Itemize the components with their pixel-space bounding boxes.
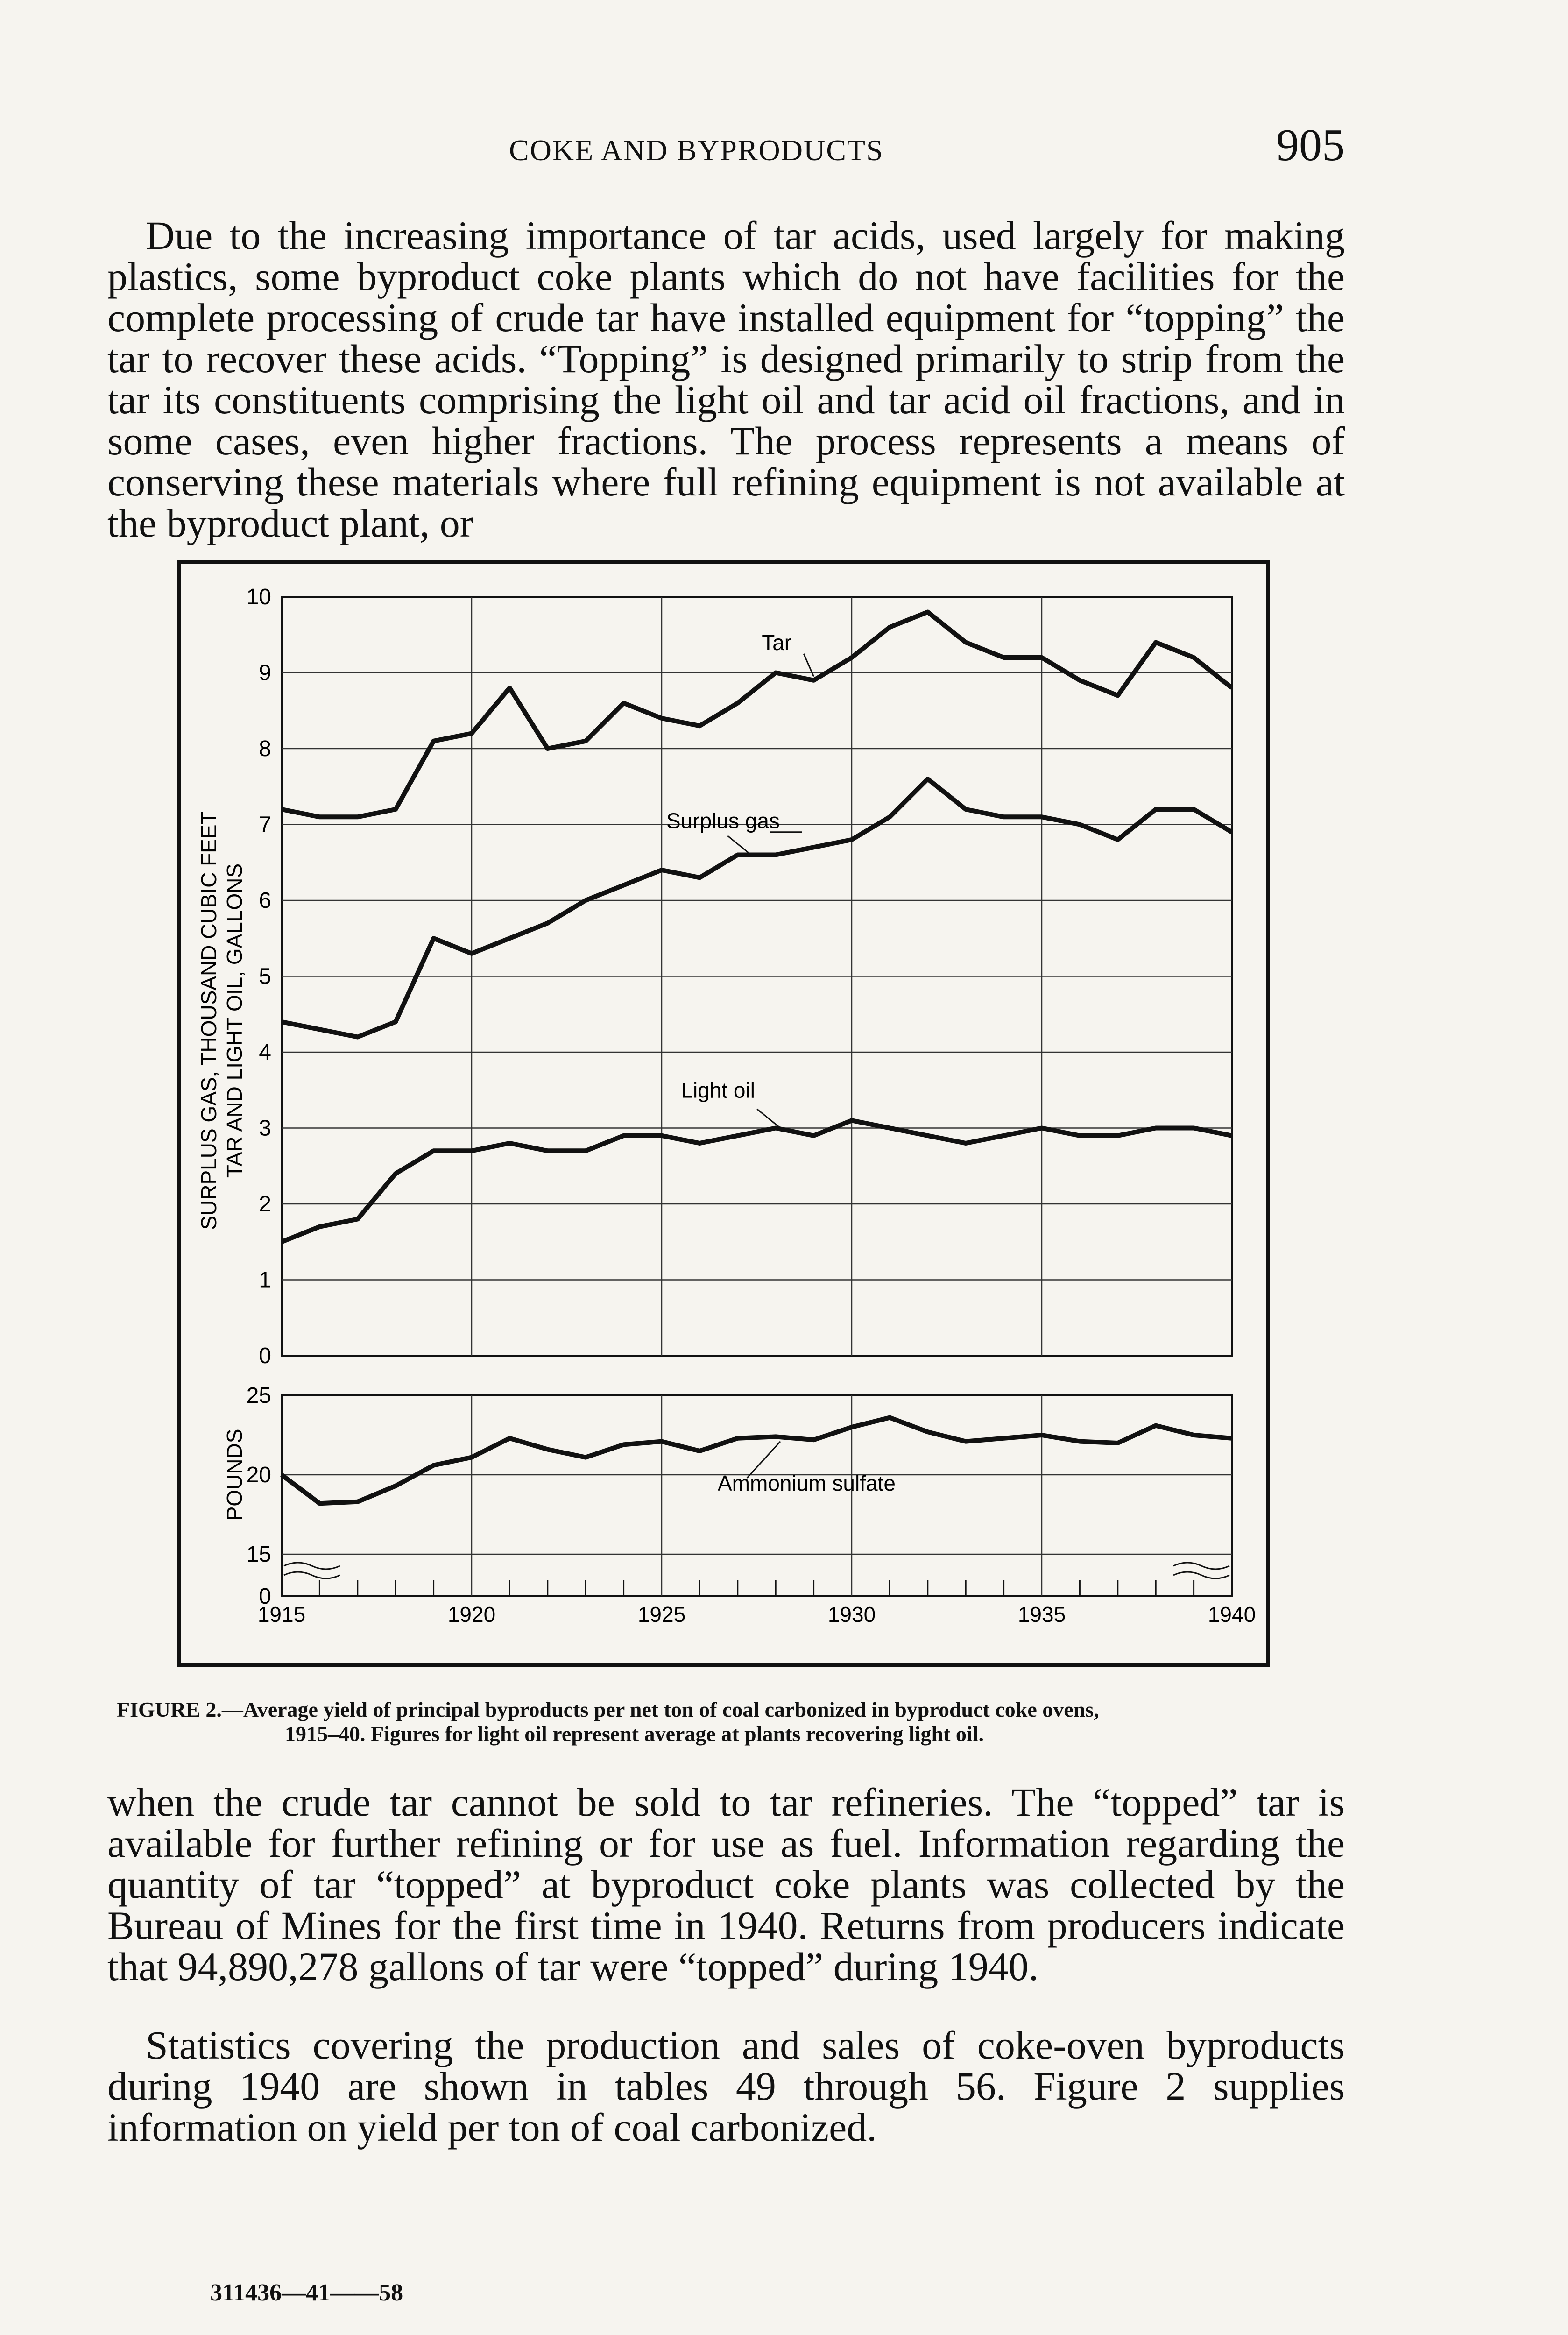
lower-y-tick-label: 25 bbox=[246, 1383, 271, 1408]
x-tick-label: 1920 bbox=[447, 1602, 496, 1627]
upper-y-tick-label: 8 bbox=[259, 736, 271, 761]
axis-break-mark bbox=[284, 1563, 340, 1569]
lower-y-axis-label: POUNDS bbox=[222, 1429, 247, 1521]
upper-y-tick-label: 2 bbox=[259, 1192, 271, 1217]
upper-y-tick-label: 10 bbox=[246, 585, 271, 609]
upper-y-tick-label: 1 bbox=[259, 1267, 271, 1293]
figure-2 bbox=[177, 560, 1270, 1667]
byproduct-yield-chart bbox=[181, 564, 1266, 1663]
lower-y-tick-label: 20 bbox=[246, 1463, 271, 1487]
series-label-surplus-gas: Surplus gas bbox=[666, 808, 780, 833]
upper-y-axis-label-line1: SURPLUS GAS, THOUSAND CUBIC FEET bbox=[197, 811, 221, 1230]
upper-y-tick-label: 9 bbox=[259, 660, 271, 686]
series-label-ammonium-sulfate: Ammonium sulfate bbox=[718, 1471, 896, 1495]
x-tick-label: 1940 bbox=[1208, 1602, 1256, 1627]
caption-line-1: FIGURE 2.—Average yield of principal byproducts per net ton of coal carbonized in byproduct coke ovens, bbox=[117, 1698, 1099, 1721]
axis-break-mark bbox=[1173, 1563, 1229, 1569]
upper-y-tick-label: 6 bbox=[259, 888, 271, 913]
page-number: 905 bbox=[1276, 120, 1345, 170]
x-tick-label: 1930 bbox=[827, 1602, 876, 1627]
paragraph-1: Due to the increasing importance of tar acids, used largely for making plastics, some byproduct coke plants which do not have facilities for the complete processing of crude tar have installed equipment for “topping” the tar to recover these acids. “Topping” is designed primarily to strip from the tar its constituents comprising the light oil and tar acid oil fractions, and in some cases, even higher fractions. The process represents a means of conserving these materials where full refining equipment is not available at the byproduct plant, or bbox=[107, 213, 1345, 545]
footer-code: 311436—41——58 bbox=[210, 2279, 403, 2306]
figure-caption bbox=[117, 1698, 1354, 1746]
series-label-tar: Tar bbox=[762, 630, 792, 655]
running-head: COKE AND BYPRODUCTS bbox=[509, 134, 884, 167]
axis-break-mark bbox=[284, 1572, 340, 1578]
upper-y-tick-label: 5 bbox=[259, 964, 271, 989]
lower-y-tick-label: 0 bbox=[259, 1584, 271, 1609]
series-line-tar bbox=[282, 612, 1232, 817]
paragraph-3: Statistics covering the production and sales of coke-oven byproducts during 1940 are shown in tables 49 through 56. Figure 2 supplies information on yield per ton of coal carbonized. bbox=[107, 2023, 1345, 2150]
upper-y-tick-label: 4 bbox=[259, 1040, 271, 1065]
upper-y-tick-label: 0 bbox=[259, 1344, 271, 1368]
page-header bbox=[107, 119, 1345, 175]
series-line-light-oil bbox=[282, 1120, 1232, 1242]
series-label-light-oil: Light oil bbox=[681, 1078, 755, 1103]
leader-line-light-oil bbox=[757, 1109, 780, 1128]
upper-y-tick-label: 3 bbox=[259, 1116, 271, 1141]
x-tick-label: 1915 bbox=[257, 1602, 306, 1627]
x-tick-label: 1935 bbox=[1017, 1602, 1066, 1627]
axis-break-mark bbox=[1173, 1572, 1229, 1578]
x-tick-label: 1925 bbox=[637, 1602, 686, 1627]
upper-y-axis-label-line2: TAR AND LIGHT OIL, GALLONS bbox=[222, 863, 247, 1178]
upper-y-tick-label: 7 bbox=[259, 812, 271, 837]
lower-y-tick-label: 15 bbox=[246, 1542, 271, 1567]
lower-plot-frame bbox=[282, 1395, 1232, 1596]
leader-line-surplus-gas bbox=[727, 836, 751, 855]
caption-line-2: 1915–40. Figures for light oil represent average at plants recovering light oil. bbox=[285, 1722, 984, 1746]
paragraph-2: when the crude tar cannot be sold to tar refineries. The “topped” tar is available for further refining or for use as fuel. Information regarding the quantity of tar “topped” at byproduct coke plants was collected by the Bureau of Mines for the first time in 1940. Returns from producers indicate that 94,890,278 gallons of tar were “topped” during 1940. bbox=[107, 1780, 1345, 1989]
